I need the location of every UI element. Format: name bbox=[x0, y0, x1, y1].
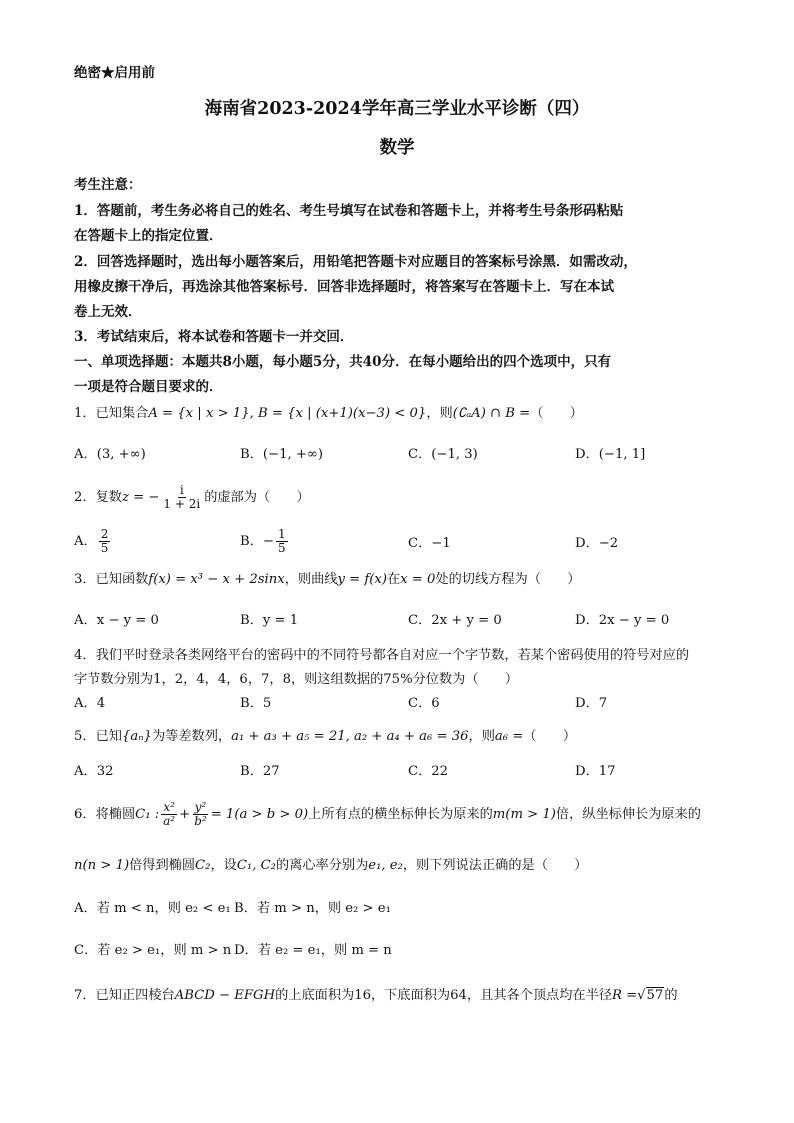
secret-mark: 绝密★启用前 bbox=[74, 65, 155, 81]
q5-target: a₆ = bbox=[494, 729, 524, 744]
question-7: 7．已知正四棱台ABCD − EFGH的上底面积为16，下底面积为64，且其各个顶点均在半径R =√57的 bbox=[74, 988, 678, 1003]
section1-line2: 一项是符合题目要求的． bbox=[74, 379, 223, 395]
notice-item1-line1: 1．答题前，考生务必将自己的姓名、考生号填写在试卷和答题卡上，并将考生号条形码粘贴 bbox=[74, 203, 624, 219]
q6-m: m(m > 1) bbox=[492, 807, 556, 822]
q2-option-b bbox=[240, 528, 290, 555]
q6-line2-d: ，则下列说法正确的是（ ） bbox=[402, 858, 588, 873]
section1-line1: 一、单项选择题：本题共8小题，每小题5分，共40分．在每小题给出的四个选项中，只有 bbox=[74, 354, 612, 370]
q2-option-b-frac bbox=[276, 528, 288, 555]
q1-option-a: A．(3, +∞) bbox=[74, 447, 146, 462]
q3-option-b: B．y = 1 bbox=[240, 613, 299, 628]
notice-item1-line2: 在答题卡上的指定位置． bbox=[74, 228, 223, 244]
notice-item2-line2: 用橡皮擦干净后，再选涂其他答案标号．回答非选择题时，将答案写在答题卡上．写在本试 bbox=[74, 279, 614, 295]
q3-option-a: A．x − y = 0 bbox=[74, 613, 159, 628]
q5-prefix: 5．已知 bbox=[74, 729, 122, 744]
q7-radicand: 57 bbox=[646, 988, 664, 1003]
q6-ee: e₁, e₂ bbox=[368, 858, 403, 873]
question-4-line2: 字节数分别为1，2，4，4，6，7，8，则这组数据的75%分位数为（ ） bbox=[74, 672, 519, 687]
q2-options bbox=[74, 528, 734, 558]
q3-func: f(x) = x³ − x + 2sinx bbox=[148, 572, 285, 587]
question-3 bbox=[74, 570, 734, 590]
q6-mid2: 倍，纵坐标伸长为原来的 bbox=[555, 807, 701, 822]
q3-options bbox=[74, 611, 734, 631]
q3-option-c: C．2x + y = 0 bbox=[408, 613, 502, 628]
q2-fraction bbox=[161, 484, 202, 511]
q2-den: 1 + 2i bbox=[163, 497, 201, 511]
q5-option-c: C．22 bbox=[408, 764, 449, 779]
q1-mid: ，则 bbox=[426, 406, 453, 421]
question-6-line1: 6．将椭圆C₁ : $\frac{\text{x²}}{\text{a²}}$ + $\frac{\text{y²}}{\text{b²}}$ = 1(a > b > 0)上所有点的横坐标伸长为原来的m(m > 1)倍，纵坐标伸长为原来的 bbox=[74, 800, 701, 828]
notice-item2-line3: 卷上无效． bbox=[74, 304, 142, 320]
q6-line2-a: 倍得到椭圆 bbox=[129, 858, 196, 873]
q7-prefix: 7．已知正四棱台 bbox=[74, 988, 175, 1003]
q5-mid: 为等差数列， bbox=[151, 729, 232, 744]
subject-title: 数学 bbox=[379, 138, 415, 158]
notice-heading: 考生注意： bbox=[74, 177, 142, 193]
q1-options bbox=[74, 445, 734, 465]
q2-option-b-label: B．− bbox=[240, 534, 274, 549]
q6-line2-c: 的离心率分别为 bbox=[275, 858, 369, 873]
q4-option-d: D．7 bbox=[575, 696, 608, 711]
q6-mid: 上所有点的横坐标伸长为原来的 bbox=[308, 807, 493, 822]
q5-mid2: ，则 bbox=[468, 729, 495, 744]
q2-option-c: C．−1 bbox=[408, 536, 451, 551]
q6-y2: y² bbox=[194, 800, 207, 814]
q3-curve: y = f(x) bbox=[337, 572, 387, 587]
q1-suffix: （ ） bbox=[530, 406, 583, 421]
q1-expr: (∁ₐA) ∩ B = bbox=[452, 406, 531, 421]
q6-cc: C₁, C₂ bbox=[236, 858, 276, 873]
q3-point: x = 0 bbox=[400, 572, 436, 587]
q6-c2: C₂ bbox=[195, 858, 211, 873]
q2-option-b-num: 1 bbox=[277, 527, 286, 541]
q6-options-row1 bbox=[74, 899, 734, 919]
q5-cond: a₁ + a₃ + a₅ = 21, a₂ + a₄ + a₆ = 36 bbox=[231, 729, 469, 744]
q6-a2: a² bbox=[163, 814, 176, 828]
notice-item3: 3．考试结束后，将本试卷和答题卡一并交回． bbox=[74, 329, 354, 345]
q6-option-d: D．若 e₂ = e₁，则 m = n bbox=[234, 943, 392, 958]
q2-option-a-num: 2 bbox=[100, 527, 109, 541]
q2-option-a-frac bbox=[99, 528, 111, 555]
q6-line2-b: ，设 bbox=[210, 858, 237, 873]
q6-b2: b² bbox=[194, 814, 207, 828]
q3-mid: ，则曲线 bbox=[284, 572, 338, 587]
exam-title: 海南省2023-2024学年高三学业水平诊断（四） bbox=[204, 99, 590, 119]
q7-solid: ABCD − EFGH bbox=[174, 988, 276, 1003]
q5-seq: {aₙ} bbox=[121, 729, 152, 744]
q2-option-a bbox=[74, 528, 112, 555]
q6-eq: = 1(a > b > 0) bbox=[210, 807, 309, 822]
q3-mid2: 在 bbox=[386, 572, 401, 587]
q3-prefix: 3．已知函数 bbox=[74, 572, 149, 587]
q6-option-b: B．若 m > n，则 e₂ > e₁ bbox=[234, 901, 391, 916]
q1-option-b: B．(−1, +∞) bbox=[240, 447, 324, 462]
q4-options bbox=[74, 694, 734, 714]
q7-suffix: 的 bbox=[664, 988, 678, 1003]
question-2 bbox=[74, 484, 734, 512]
q6-option-a: A．若 m < n，则 e₂ < e₁ bbox=[74, 901, 231, 916]
question-5 bbox=[74, 727, 734, 747]
q1-sets: A = {x | x > 1}, B = {x | (x+1)(x−3) < 0} bbox=[148, 406, 427, 421]
q2-option-a-den: 5 bbox=[100, 541, 109, 555]
q5-option-a: A．32 bbox=[74, 764, 114, 779]
q6-frac-y bbox=[192, 801, 209, 828]
q1-option-c: C．(−1, 3) bbox=[408, 447, 478, 462]
q6-options-row2 bbox=[74, 941, 734, 961]
q2-prefix: 2．复数 bbox=[74, 490, 122, 505]
q2-num: i bbox=[179, 483, 184, 497]
q2-option-b-den: 5 bbox=[277, 541, 286, 555]
q1-prefix: 1．已知集合 bbox=[74, 406, 149, 421]
question-6-line2 bbox=[74, 856, 734, 876]
question-4-line1: 4．我们平时登录各类网络平台的密码中的不同符号都各自对应一个字节数，若某个密码使用的符号对应的 bbox=[74, 648, 690, 663]
q6-x2: x² bbox=[163, 800, 175, 814]
notice-item2-line1: 2．回答选择题时，选出每小题答案后，用铅笔把答题卡对应题目的答案标号涂黑．如需改动， bbox=[74, 254, 637, 270]
q5-option-b: B．27 bbox=[240, 764, 280, 779]
q2-z: z = − bbox=[121, 490, 160, 505]
q5-options bbox=[74, 762, 734, 782]
q5-option-d: D．17 bbox=[575, 764, 616, 779]
q2-suffix: 的虚部为（ ） bbox=[204, 490, 310, 505]
q2-option-a-label: A． bbox=[74, 534, 97, 549]
q6-frac-x bbox=[161, 801, 177, 828]
q6-option-c: C．若 e₂ > e₁，则 m > n bbox=[74, 943, 232, 958]
q6-n: n(n > 1) bbox=[74, 858, 130, 873]
q7-r: R = bbox=[611, 988, 638, 1003]
q3-option-d: D．2x − y = 0 bbox=[575, 613, 670, 628]
q4-option-a: A．4 bbox=[74, 696, 106, 711]
q4-option-c: C．6 bbox=[408, 696, 440, 711]
q1-option-d: D．(−1, 1] bbox=[575, 447, 646, 462]
question-1 bbox=[74, 404, 734, 424]
q6-c1: C₁ : bbox=[135, 807, 160, 822]
q6-prefix: 6．将椭圆 bbox=[74, 807, 136, 822]
q5-suffix: （ ） bbox=[523, 729, 577, 744]
q3-suffix: 处的切线方程为（ ） bbox=[435, 572, 581, 587]
q4-option-b: B．5 bbox=[240, 696, 272, 711]
q7-mid: 的上底面积为16，下底面积为64，且其各个顶点均在半径 bbox=[275, 988, 612, 1003]
q2-option-d: D．−2 bbox=[575, 536, 619, 551]
